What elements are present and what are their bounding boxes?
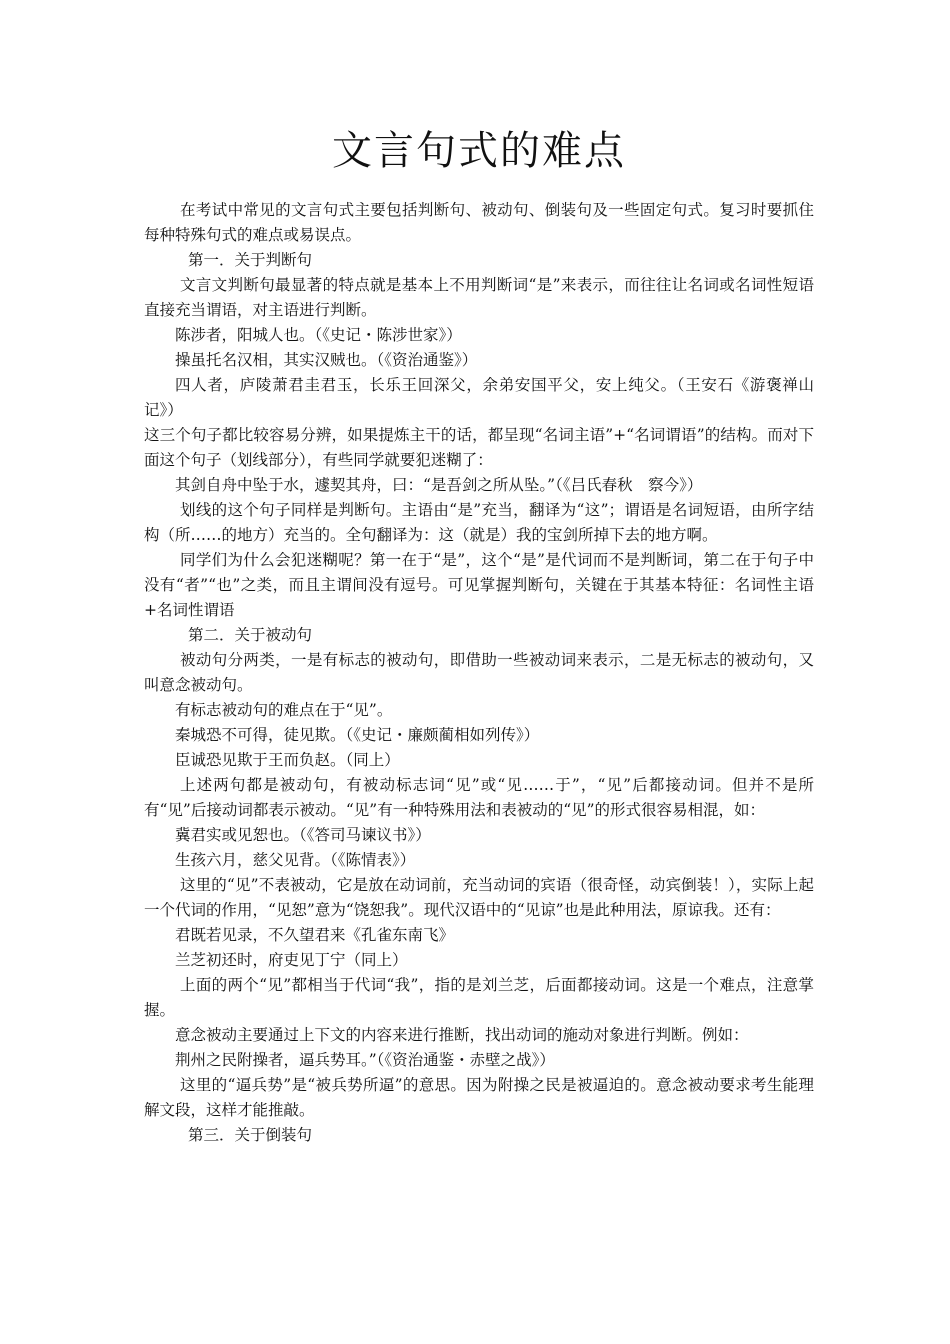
example-sentence: 冀君实或见恕也。（《答司马谏议书》） bbox=[175, 826, 431, 844]
example-sentence: 其剑自舟中坠于水，遽契其舟，曰：“是吾剑之所从坠。”（《吕氏春秋 察今》） bbox=[175, 476, 703, 494]
section-heading-inversion: 第三．关于倒装句 bbox=[188, 1126, 313, 1144]
example-sentence: 君既若见录，不久望君来《孔雀东南飞》 bbox=[175, 926, 455, 944]
body-paragraph: 这三个句子都比较容易分辨，如果提炼主干的话，都呈现“名词主语”+“名词谓语”的结构。而对下面这个句子（划线部分），有些同学就要犯迷糊了： bbox=[144, 426, 814, 469]
section-heading-judgment: 第一．关于判断句 bbox=[188, 251, 313, 269]
example-sentence: 四人者，庐陵萧君圭君玉，长乐王回深父，余弟安国平父，安上纯父。（王安石《游褒禅山记》） bbox=[144, 376, 814, 419]
example-sentence: 秦城恐不可得，徒见欺。（《史记・廉颇蔺相如列传》） bbox=[175, 726, 540, 744]
intro-paragraph: 在考试中常见的文言句式主要包括判断句、被动句、倒装句及一些固定句式。复习时要抓住每种特殊句式的难点或易误点。 bbox=[144, 201, 814, 244]
example-sentence: 荆州之民附操者，逼兵势耳。”（《资治通鉴・赤壁之战》） bbox=[175, 1051, 555, 1069]
example-sentence: 生孩六月，慈父见背。（《陈情表》） bbox=[175, 851, 416, 869]
document-page bbox=[144, 0, 814, 1148]
example-sentence: 臣诚恐见欺于王而负赵。（同上） bbox=[175, 751, 400, 769]
body-paragraph: 上面的两个“见”都相当于代词“我”，指的是刘兰芝，后面都接动词。这是一个难点，注意掌握。 bbox=[144, 976, 814, 1019]
section-heading-passive: 第二．关于被动句 bbox=[188, 626, 313, 644]
body-paragraph: 意念被动主要通过上下文的内容来进行推断，找出动词的施动对象进行判断。例如： bbox=[175, 1026, 749, 1044]
document-title: 文言句式的难点 bbox=[332, 128, 626, 174]
body-paragraph: 这里的“见”不表被动，它是放在动词前，充当动词的宾语（很奇怪，动宾倒装！），实际上起一个代词的作用，“见恕”意为“饶恕我”。现代汉语中的“见谅”也是此种用法，原谅我。还有： bbox=[144, 876, 814, 919]
body-paragraph: 被动句分两类，一是有标志的被动句，即借助一些被动词来表示，二是无标志的被动句，又叫意念被动句。 bbox=[144, 651, 814, 694]
body-paragraph: 上述两句都是被动句，有被动标志词“见”或“见……于”，“见”后都接动词。但并不是所有“见”后接动词都表示被动。“见”有一种特殊用法和表被动的“见”的形式很容易相混，如： bbox=[144, 776, 815, 819]
example-sentence: 操虽托名汉相，其实汉贼也。（《资治通鉴》） bbox=[175, 351, 478, 369]
body-paragraph: 同学们为什么会犯迷糊呢？第一在于“是”，这个“是”是代词而不是判断词，第二在于句子中没有“者”“也”之类，而且主谓间没有逗号。可见掌握判断句，关键在于其基本特征：名词性主语+名词性谓语 bbox=[144, 551, 814, 619]
example-sentence: 陈涉者，阳城人也。（《史记・陈涉世家》） bbox=[175, 326, 462, 344]
document-body bbox=[144, 198, 814, 1148]
body-paragraph: 这里的“逼兵势”是“被兵势所逼”的意思。因为附操之民是被逼迫的。意念被动要求考生能理解文段，这样才能推敲。 bbox=[144, 1076, 814, 1119]
body-paragraph: 有标志被动句的难点在于“见”。 bbox=[175, 701, 393, 719]
example-sentence: 兰芝初还时，府吏见丁宁（同上） bbox=[175, 951, 408, 969]
body-paragraph: 划线的这个句子同样是判断句。主语由“是”充当，翻译为“这”；谓语是名词短语，由所字结构（所……的地方）充当的。全句翻译为：这（就是）我的宝剑所掉下去的地方啊。 bbox=[144, 501, 814, 544]
body-paragraph: 文言文判断句最显著的特点就是基本上不用判断词“是”来表示，而往往让名词或名词性短语直接充当谓语，对主语进行判断。 bbox=[144, 276, 814, 319]
